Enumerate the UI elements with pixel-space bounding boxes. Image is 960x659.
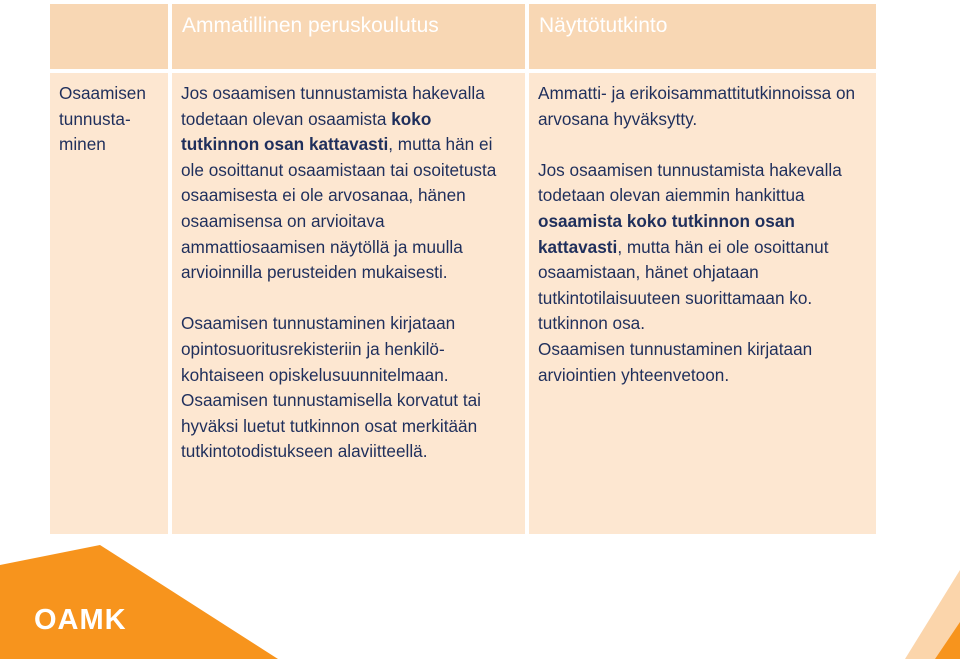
text-line: osaamistaan, hänet ohjataan: [538, 262, 759, 283]
text-line: arviointien yhteenvetoon.: [538, 364, 730, 385]
footer-orange-shape: [0, 545, 278, 659]
text-line: osaamisensa on arvioitava: [181, 210, 385, 231]
peruskoulutus-cell: [172, 73, 525, 534]
text-line: Osaamisen tunnustaminen kirjataan: [181, 313, 456, 334]
text-line: ammattiosaamisen näytöllä ja muulla: [181, 236, 463, 257]
text-line: Ammatti- ja erikoisammattitutkinnoissa on: [538, 83, 856, 103]
text-line: arvioinnilla perusteiden mukaisesti.: [181, 262, 448, 283]
text-line: [181, 107, 517, 133]
oamk-logo: OAMK: [34, 604, 127, 636]
header-ammatillinen-peruskoulutus: Ammatillinen peruskoulutus: [172, 4, 525, 69]
text-line: Jos osaamisen tunnustamista hakevalla: [538, 159, 842, 180]
text-line: tutkinnon osa.: [538, 313, 646, 334]
comparison-table: [50, 4, 876, 534]
text-line: Jos osaamisen tunnustamista hakevalla: [181, 83, 485, 103]
header-empty-cell: [50, 4, 168, 69]
row-label-line: minen: [59, 134, 106, 155]
text-line: [538, 235, 868, 261]
text-fragment: todetaan olevan osaamista: [181, 108, 392, 129]
row-label-line: Osaamisen: [59, 83, 146, 103]
text-line: arvosana hyväksytty.: [538, 108, 698, 129]
text-line: tutkintotodistukseen alaviitteellä.: [181, 441, 428, 462]
text-fragment: , mutta hän ei: [388, 134, 493, 155]
text-line: opintosuoritusrekisteriin ja henkilö-: [181, 338, 445, 359]
row-label-cell: [50, 73, 168, 534]
text-line: Osaamisen tunnustaminen kirjataan: [538, 338, 813, 359]
bold-text: kattavasti: [538, 236, 618, 257]
bold-text: osaamista koko tutkinnon osan: [538, 210, 795, 231]
bold-text: koko: [391, 108, 432, 129]
text-line: ole osoittanut osaamistaan tai osoitetusta: [181, 159, 497, 180]
bold-text: tutkinnon osan kattavasti: [181, 134, 389, 155]
text-line: osaamisesta ei ole arvosanaa, hänen: [181, 185, 466, 206]
text-line: [181, 132, 517, 158]
nayttotutkinto-cell: [529, 73, 876, 534]
text-line: [538, 209, 868, 235]
row-label-line: tunnusta-: [59, 108, 131, 129]
text-fragment: , mutta hän ei ole osoittanut: [617, 236, 829, 257]
text-line: hyväksi luetut tutkinnon osat merkitään: [181, 415, 478, 436]
header-nayttotutkinto: Näyttötutkinto: [529, 4, 876, 69]
footer-decoration: [0, 530, 960, 659]
text-line: tutkintotilaisuuteen suorittamaan ko.: [538, 287, 813, 308]
text-line: kohtaiseen opiskelusuunnitelmaan.: [181, 364, 449, 385]
text-line: todetaan olevan aiemmin hankittua: [538, 185, 805, 206]
text-line: Osaamisen tunnustamisella korvatut tai: [181, 390, 481, 411]
